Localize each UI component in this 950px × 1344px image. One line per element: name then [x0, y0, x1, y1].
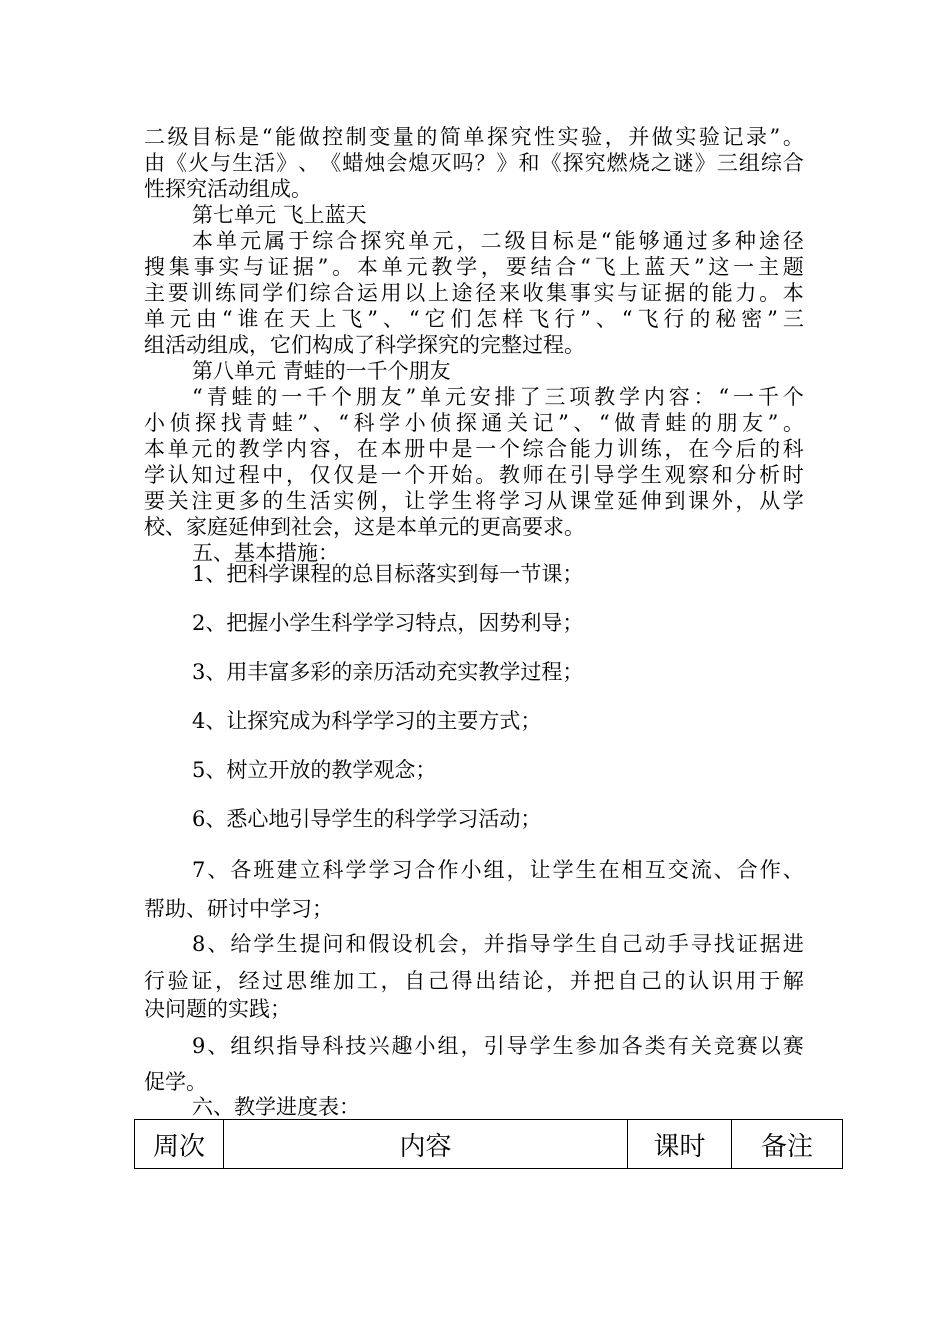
header-cell-content: 内容: [224, 1120, 628, 1169]
section-heading-unit-7: 第七单元 飞上蓝天: [192, 203, 367, 227]
paragraph-line: 单 元 由 “ 谁 在 天 上 飞 ” 、 “ 它 们 怎 样 飞 行 ” 、 “ 飞 行 的 秘 密 ” 三: [144, 307, 804, 331]
section-heading-unit-8: 第八单元 青蛙的一千个朋友: [192, 359, 451, 383]
paragraph-line: 组活动组成，它们构成了科学探究的完整过程。: [144, 333, 585, 357]
paragraph-line: 本 单 元 属 于 综 合 探 究 单 元 ， 二 级 目 标 是 “ 能 够 通 过 多 种 途 径: [192, 229, 804, 253]
paragraph-line: 主 要 训 练 同 学 们 综 合 运 用 以 上 途 径 来 收 集 事 实 与 证 据 的 能 力 。 本: [144, 281, 804, 305]
paragraph-line: 本 单 元 的 教 学 内 容 ， 在 本 册 中 是 一 个 综 合 能 力 训 练 ， 在 今 后 的 科: [144, 437, 804, 461]
header-cell-week: 周次: [135, 1120, 224, 1169]
measure-item-continued: 帮助、研讨中学习；: [144, 897, 333, 921]
measure-item: 6、悉心地引导学生的科学学习活动；: [192, 807, 542, 831]
measure-item: 8 、 给 学 生 提 问 和 假 设 机 会 ， 并 指 导 学 生 自 己 动 手 寻 找 证 据 进: [192, 932, 804, 956]
measure-item-continued: 决问题的实践；: [144, 997, 291, 1021]
section-heading-measures: 五、基本措施：: [192, 541, 339, 565]
measure-item-continued: 行 验 证 ， 经 过 思 维 加 工 ， 自 己 得 出 结 论 ， 并 把 自 己 的 认 识 用 于 解: [144, 969, 804, 993]
paragraph-line: 二 级 目 标 是 “ 能 做 控 制 变 量 的 简 单 探 究 性 实 验 ， 并 做 实 验 记 录 ” 。: [144, 125, 804, 149]
paragraph-line: 由 《 火 与 生 活 》 、 《 蜡 烛 会 熄 灭 吗 ？ 》 和 《 探 究 燃 烧 之 谜 》 三 组 综 合: [144, 151, 804, 175]
measure-item: 5、树立开放的教学观念；: [192, 758, 437, 782]
paragraph-line: 小 侦 探 找 青 蛙 ” 、 “ 科 学 小 侦 探 通 关 记 ” 、 “ 做 青 蛙 的 朋 友 ” 。: [144, 411, 804, 435]
paragraph-line: “ 青 蛙 的 一 千 个 朋 友 ” 单 元 安 排 了 三 项 教 学 内 容 ： “ 一 千 个: [192, 385, 804, 409]
section-heading-schedule: 六、教学进度表：: [192, 1095, 360, 1119]
header-cell-hours: 课时: [628, 1120, 732, 1169]
paragraph-line: 性探究活动组成。: [144, 177, 312, 201]
paragraph-line: 要 关 注 更 多 的 生 活 实 例 ， 让 学 生 将 学 习 从 课 堂 延 伸 到 课 外 ， 从 学: [144, 489, 804, 513]
measure-item: 4、让探究成为科学学习的主要方式；: [192, 709, 542, 733]
header-cell-notes: 备注: [732, 1120, 843, 1169]
schedule-table: [134, 1119, 843, 1169]
measure-item: 1、把科学课程的总目标落实到每一节课；: [192, 562, 584, 586]
measure-item: 2、把握小学生科学学习特点，因势利导；: [192, 611, 584, 635]
measure-item-continued: 促学。: [144, 1070, 207, 1094]
paragraph-line: 校、家庭延伸到社会，这是本单元的更高要求。: [144, 515, 585, 539]
measure-item: 9 、 组 织 指 导 科 技 兴 趣 小 组 ， 引 导 学 生 参 加 各 类 有 关 竞 赛 以 赛: [192, 1034, 804, 1058]
measure-item: 7 、 各 班 建 立 科 学 学 习 合 作 小 组 ， 让 学 生 在 相 互 交 流 、 合 作 、: [192, 858, 804, 882]
table-header-row: [135, 1120, 843, 1169]
measure-item: 3、用丰富多彩的亲历活动充实教学过程；: [192, 660, 584, 684]
paragraph-line: 学 认 知 过 程 中 ， 仅 仅 是 一 个 开 始 。 教 师 在 引 导 学 生 观 察 和 分 析 时: [144, 463, 804, 487]
paragraph-line: 搜 集 事 实 与 证 据 ” 。 本 单 元 教 学 ， 要 结 合 “ 飞 上 蓝 天 ” 这 一 主 题: [144, 255, 804, 279]
